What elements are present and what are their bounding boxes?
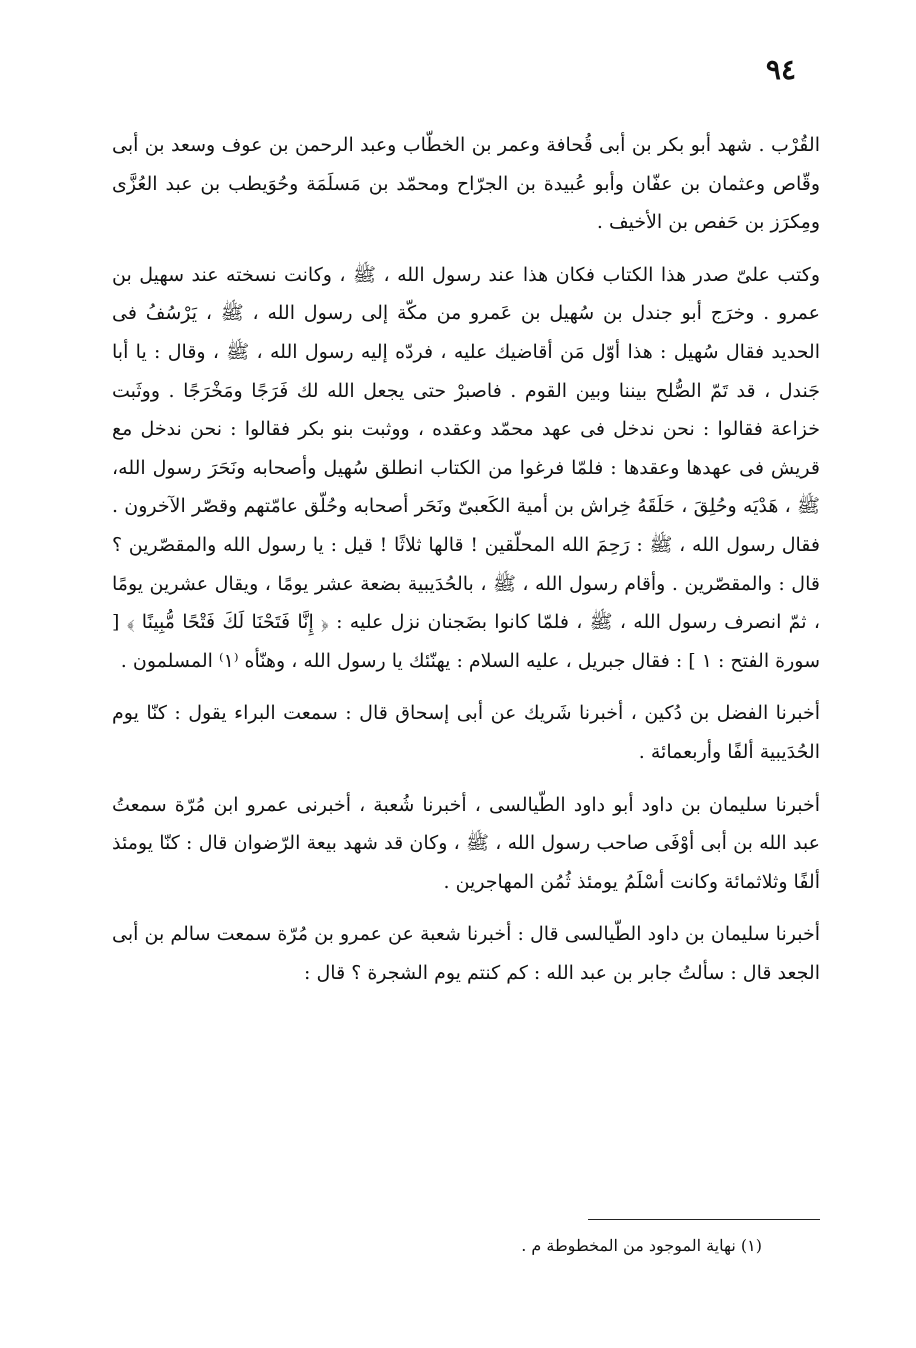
paragraph-3: أخبرنا الفضل بن دُكين ، أخبرنا شَريك عن أبى إسحاق قال : سمعت البراء يقول : كنّا يوم الحُدَيبية ألفًا وأربعمائة . xyxy=(112,702,820,763)
page-number: ٩٤ xyxy=(765,53,796,86)
paragraph-2: وكتب علىّ صدر هذا الكتاب فكان هذا عند رسول الله ، ﷺ ، وكانت نسخته عند سهيل بن عمرو . وخرَج أبو جندل بن سُهيل بن عَمرو من مكّة إلى رسول الله ، ﷺ ، يَرْسُفُ فى الحديد فقال سُهيل : هذا أوّل مَن أقاضيك عليه ، فردّه إليه رسول الله ، ﷺ ، وقال : يا أبا جَندل ، قد تَمّ الصُّلح بيننا وبين القوم . فاصبرْ حتى يجعل الله لك فَرَجًا ومَخْرَجًا . ووثَبت خزاعة فقالوا : نحن ندخل فى عهد محمّد وعقده ، ووثبت بنو بكر فقالوا : نحن ندخل مع قريش فى عهدها وعقدها : فلمّا فرغوا من الكتاب انطلق سُهيل وأصحابه ونَحَرَ رسول الله، ﷺ ، هَدْيَه وحُلِقَ ، حَلَقَهُ خِراش بن أمية الكَعبىّ ونَحَر أصحابه وحُلّق عامّتهم وقصّر الآخرون . فقال رسول الله ، ﷺ : رَحِمَ الله المحلّقين ! قالها ثلاثًا ! قيل : يا رسول الله والمقصّرين ؟ قال : والمقصّرين . وأقام رسول الله ، ﷺ ، بالحُدَيبية بضعة عشر يومًا ، ويقال عشرين يومًا ، ثمّ انصرف رسول الله ، ﷺ ، فلمّا كانوا بضَجنان نزل عليه : ﴿ إِنَّا فَتَحْنَا لَكَ فَتْحًا مُّبِينًا ﴾ [ سورة الفتح : ١ ] : فقال جبريل ، عليه السلام : يهنّئك يا رسول الله ، وهنّأه ⁽١⁾ المسلمون . xyxy=(112,263,820,672)
paragraph-1: القُرْب . شهد أبو بكر بن أبى قُحافة وعمر بن الخطّاب وعبد الرحمن بن عوف وسعد بن أبى وقّاص وعثمان بن عفّان وأبو عُبيدة بن الجرّاح ومحمّد بن مَسلَمَة وحُوَيطب بن عبد العُزَّى ومِكرَز بن حَفص بن الأخيف . xyxy=(112,134,820,234)
paragraph-5: أخبرنا سليمان بن داود الطّيالسى قال : أخبرنا شعبة عن عمرو بن مُرّة سمعت سالم بن أبى الجعد قال : سألتُ جابر بن عبد الله : كم كنتم يوم الشجرة ؟ قال : xyxy=(112,923,820,984)
footnote: (١) نهاية الموجود من المخطوطة م . xyxy=(521,1236,762,1255)
footnote-divider xyxy=(588,1219,820,1220)
paragraph-4: أخبرنا سليمان بن داود أبو داود الطّيالسى ، أخبرنا شُعبة ، أخبرنى عمرو ابن مُرّة سمعتُ عبد الله بن أبى أوْفَى صاحب رسول الله ، ﷺ ، وكان قد شهد بيعة الرّضوان قال : كنّا يومئذ ألفًا وثلاثمائة وكانت أسْلَمُ يومئذ ثُمُن المهاجرين . xyxy=(112,793,820,893)
main-text xyxy=(112,126,820,1006)
